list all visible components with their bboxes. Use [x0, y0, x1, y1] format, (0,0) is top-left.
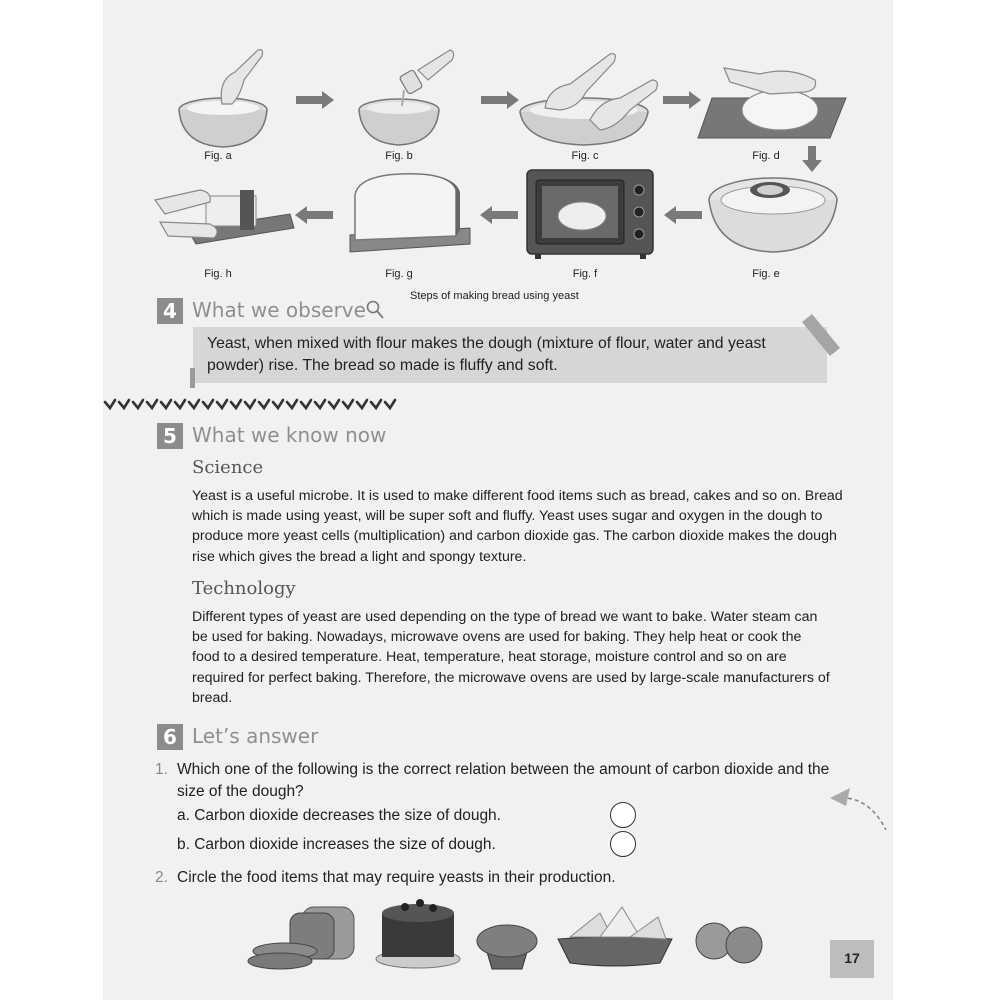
section-number: 5	[157, 423, 183, 449]
arrow-left-icon	[664, 206, 702, 224]
technology-heading: Technology	[192, 578, 296, 599]
fig-label: Fig. a	[204, 150, 232, 162]
fig-label: Fig. h	[204, 268, 232, 280]
arrow-right-icon	[296, 91, 334, 109]
observation-text: Yeast, when mixed with flour makes the dough (mixture of flour, water and yeast powder) rise. The bread so made is fluffy and soft.	[207, 335, 766, 374]
fig-e-image	[709, 178, 837, 252]
fig-label: Fig. b	[385, 150, 413, 162]
fig-b-image	[359, 50, 454, 145]
crackers-image[interactable]	[696, 923, 762, 963]
magnifier-icon	[365, 299, 385, 321]
fig-g-image	[350, 174, 470, 252]
question-text: Circle the food items that may require yeasts in their production.	[177, 869, 616, 886]
option-b-radio[interactable]	[610, 831, 636, 857]
arrow-left-icon	[295, 206, 333, 224]
cake-image[interactable]	[376, 899, 460, 968]
option-b-text: b. Carbon dioxide increases the size of dough.	[177, 836, 496, 853]
bread-slices-image[interactable]	[248, 907, 354, 969]
question-text: Which one of the following is the correct relation between the amount of carbon dioxide and the size of the dough?	[177, 761, 830, 800]
zigzag-divider	[103, 396, 398, 412]
page-number: 17	[844, 950, 860, 966]
section-title: Let’s answer	[192, 724, 319, 748]
fig-a-image	[179, 50, 267, 147]
arrow-right-icon	[663, 91, 701, 109]
science-text: Yeast is a useful microbe. It is used to make different food items such as bread, cakes and so on. Bread which is made using yeast, will be super soft and fluffy. Yeast uses sugar and oxygen in the dough to produce more yeast cells (multiplication) and carbon dioxide gas. The carbon dioxide makes the dough rise which gives the bread a light and spongy texture.	[192, 488, 843, 565]
arrow-left-icon	[480, 206, 518, 224]
fig-label: Fig. g	[385, 268, 413, 280]
arrow-right-icon	[481, 91, 519, 109]
section-number: 4	[157, 298, 183, 324]
technology-text: Different types of yeast are used depending on the type of bread we want to bake. Water steam can be used for baking. Nowadays, microwave ovens are used for baking. They help heat or cook the food to a desired temperature. Heat, temperature, heat storage, moisture control and so on are required for perfect baking. Therefore, the microwave ovens are used by large-scale manufacturers of bread.	[192, 609, 830, 706]
fig-d-image	[698, 68, 846, 138]
section-title: What we know now	[192, 423, 387, 447]
option-a-radio[interactable]	[610, 802, 636, 828]
fig-h-image	[155, 190, 294, 244]
section-number: 6	[157, 724, 183, 750]
figure-caption: Steps of making bread using yeast	[410, 290, 579, 302]
fig-label: Fig. c	[571, 150, 599, 162]
fig-label: Fig. d	[752, 150, 780, 162]
fig-f-image	[527, 170, 653, 259]
question-number: 1.	[155, 761, 168, 778]
question-number: 2.	[155, 869, 168, 886]
food-items-row	[240, 895, 780, 975]
science-heading: Science	[192, 457, 264, 478]
bread-steps-illustration	[0, 0, 1000, 300]
muffin-image[interactable]	[477, 925, 537, 969]
curved-arrow-decoration	[828, 786, 892, 836]
observation-box-tab	[190, 368, 195, 388]
section-title: What we observe	[192, 298, 366, 322]
option-a-text: a. Carbon dioxide decreases the size of dough.	[177, 807, 501, 824]
fig-label: Fig. e	[752, 268, 780, 280]
fig-c-image	[520, 54, 657, 145]
bread-basket-image[interactable]	[558, 907, 672, 966]
fig-label: Fig. f	[572, 268, 598, 280]
